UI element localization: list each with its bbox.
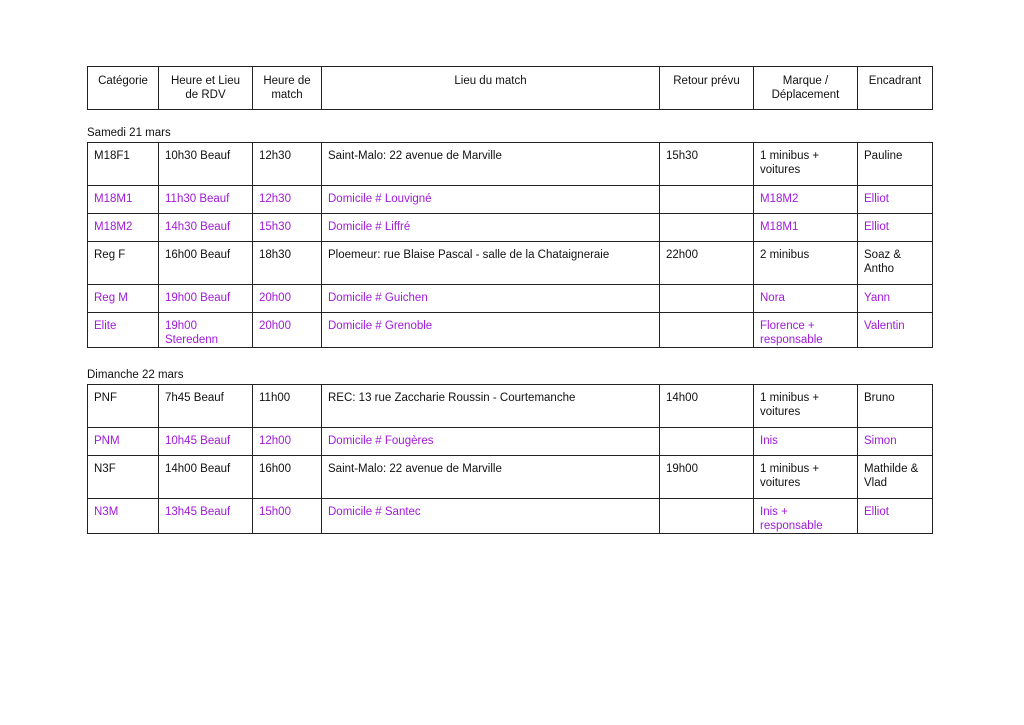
cell-heure-match: 20h00 — [253, 285, 322, 313]
cell-categorie: PNF — [88, 385, 159, 428]
schedule-table-dimanche — [87, 384, 933, 534]
col-header-marque-deplacement: Marque / Déplacement — [754, 67, 858, 110]
cell-heure-match: 12h00 — [253, 428, 322, 456]
section-title-samedi: Samedi 21 mars — [87, 127, 171, 139]
cell-retour-prevu: 19h00 — [660, 456, 754, 499]
cell-retour-prevu: 22h00 — [660, 242, 754, 285]
cell-encadrant: Soaz & Antho — [858, 242, 933, 285]
cell-marque-deplacement: 1 minibus + voitures — [754, 456, 858, 499]
col-header-retour-prevu: Retour prévu — [660, 67, 754, 110]
section-title-dimanche: Dimanche 22 mars — [87, 369, 184, 381]
table-row — [88, 456, 933, 499]
cell-retour-prevu — [660, 285, 754, 313]
col-header-heure-match: Heure de match — [253, 67, 322, 110]
cell-encadrant: Simon — [858, 428, 933, 456]
cell-lieu-match: Domicile # Santec — [322, 499, 660, 534]
table-row — [88, 143, 933, 186]
cell-marque-deplacement: M18M1 — [754, 214, 858, 242]
cell-lieu-match: Saint-Malo: 22 avenue de Marville — [322, 143, 660, 186]
cell-lieu-match: Domicile # Fougères — [322, 428, 660, 456]
cell-heure-lieu-rdv: 19h00 Beauf — [159, 285, 253, 313]
cell-marque-deplacement: M18M2 — [754, 186, 858, 214]
cell-heure-lieu-rdv: 11h30 Beauf — [159, 186, 253, 214]
cell-lieu-match: Ploemeur: rue Blaise Pascal - salle de la Chataigneraie — [322, 242, 660, 285]
cell-retour-prevu: 14h00 — [660, 385, 754, 428]
cell-heure-lieu-rdv: 7h45 Beauf — [159, 385, 253, 428]
col-header-heure-lieu-rdv: Heure et Lieu de RDV — [159, 67, 253, 110]
cell-heure-match: 11h00 — [253, 385, 322, 428]
cell-retour-prevu — [660, 313, 754, 348]
cell-marque-deplacement: 1 minibus + voitures — [754, 143, 858, 186]
cell-heure-lieu-rdv: 10h45 Beauf — [159, 428, 253, 456]
cell-categorie: M18M1 — [88, 186, 159, 214]
table-row — [88, 385, 933, 428]
cell-heure-match: 12h30 — [253, 186, 322, 214]
cell-lieu-match: Domicile # Liffré — [322, 214, 660, 242]
cell-heure-match: 16h00 — [253, 456, 322, 499]
cell-encadrant: Yann — [858, 285, 933, 313]
cell-marque-deplacement: 1 minibus + voitures — [754, 385, 858, 428]
cell-categorie: PNM — [88, 428, 159, 456]
col-header-lieu-match: Lieu du match — [322, 67, 660, 110]
cell-encadrant: Elliot — [858, 499, 933, 534]
cell-lieu-match: Saint-Malo: 22 avenue de Marville — [322, 456, 660, 499]
header-table — [87, 66, 933, 110]
col-header-categorie: Catégorie — [88, 67, 159, 110]
cell-marque-deplacement: Inis + responsable — [754, 499, 858, 534]
cell-heure-match: 15h00 — [253, 499, 322, 534]
cell-marque-deplacement: Inis — [754, 428, 858, 456]
table-row — [88, 214, 933, 242]
cell-heure-match: 15h30 — [253, 214, 322, 242]
cell-encadrant: Mathilde & Vlad — [858, 456, 933, 499]
cell-heure-lieu-rdv: 16h00 Beauf — [159, 242, 253, 285]
table-row — [88, 285, 933, 313]
cell-heure-lieu-rdv: 13h45 Beauf — [159, 499, 253, 534]
cell-marque-deplacement: 2 minibus — [754, 242, 858, 285]
cell-retour-prevu — [660, 214, 754, 242]
header-row — [88, 67, 933, 110]
cell-categorie: N3M — [88, 499, 159, 534]
cell-lieu-match: REC: 13 rue Zaccharie Roussin - Courtemanche — [322, 385, 660, 428]
cell-lieu-match: Domicile # Louvigné — [322, 186, 660, 214]
cell-marque-deplacement: Nora — [754, 285, 858, 313]
table-row — [88, 499, 933, 534]
cell-categorie: Elite — [88, 313, 159, 348]
table-row — [88, 186, 933, 214]
cell-heure-lieu-rdv: 14h30 Beauf — [159, 214, 253, 242]
cell-retour-prevu — [660, 428, 754, 456]
cell-heure-lieu-rdv: 10h30 Beauf — [159, 143, 253, 186]
table-row — [88, 313, 933, 348]
cell-heure-match: 18h30 — [253, 242, 322, 285]
cell-categorie: Reg F — [88, 242, 159, 285]
cell-retour-prevu: 15h30 — [660, 143, 754, 186]
cell-encadrant: Bruno — [858, 385, 933, 428]
cell-encadrant: Elliot — [858, 214, 933, 242]
cell-categorie: N3F — [88, 456, 159, 499]
cell-heure-match: 20h00 — [253, 313, 322, 348]
col-header-encadrant: Encadrant — [858, 67, 933, 110]
cell-encadrant: Valentin — [858, 313, 933, 348]
schedule-table-samedi — [87, 142, 933, 348]
table-row — [88, 242, 933, 285]
table-row — [88, 428, 933, 456]
cell-categorie: Reg M — [88, 285, 159, 313]
cell-lieu-match: Domicile # Grenoble — [322, 313, 660, 348]
cell-retour-prevu — [660, 186, 754, 214]
cell-categorie: M18F1 — [88, 143, 159, 186]
cell-retour-prevu — [660, 499, 754, 534]
cell-heure-lieu-rdv: 14h00 Beauf — [159, 456, 253, 499]
cell-encadrant: Pauline — [858, 143, 933, 186]
cell-encadrant: Elliot — [858, 186, 933, 214]
cell-marque-deplacement: Florence + responsable — [754, 313, 858, 348]
cell-heure-match: 12h30 — [253, 143, 322, 186]
cell-heure-lieu-rdv: 19h00 Steredenn — [159, 313, 253, 348]
cell-lieu-match: Domicile # Guichen — [322, 285, 660, 313]
cell-categorie: M18M2 — [88, 214, 159, 242]
